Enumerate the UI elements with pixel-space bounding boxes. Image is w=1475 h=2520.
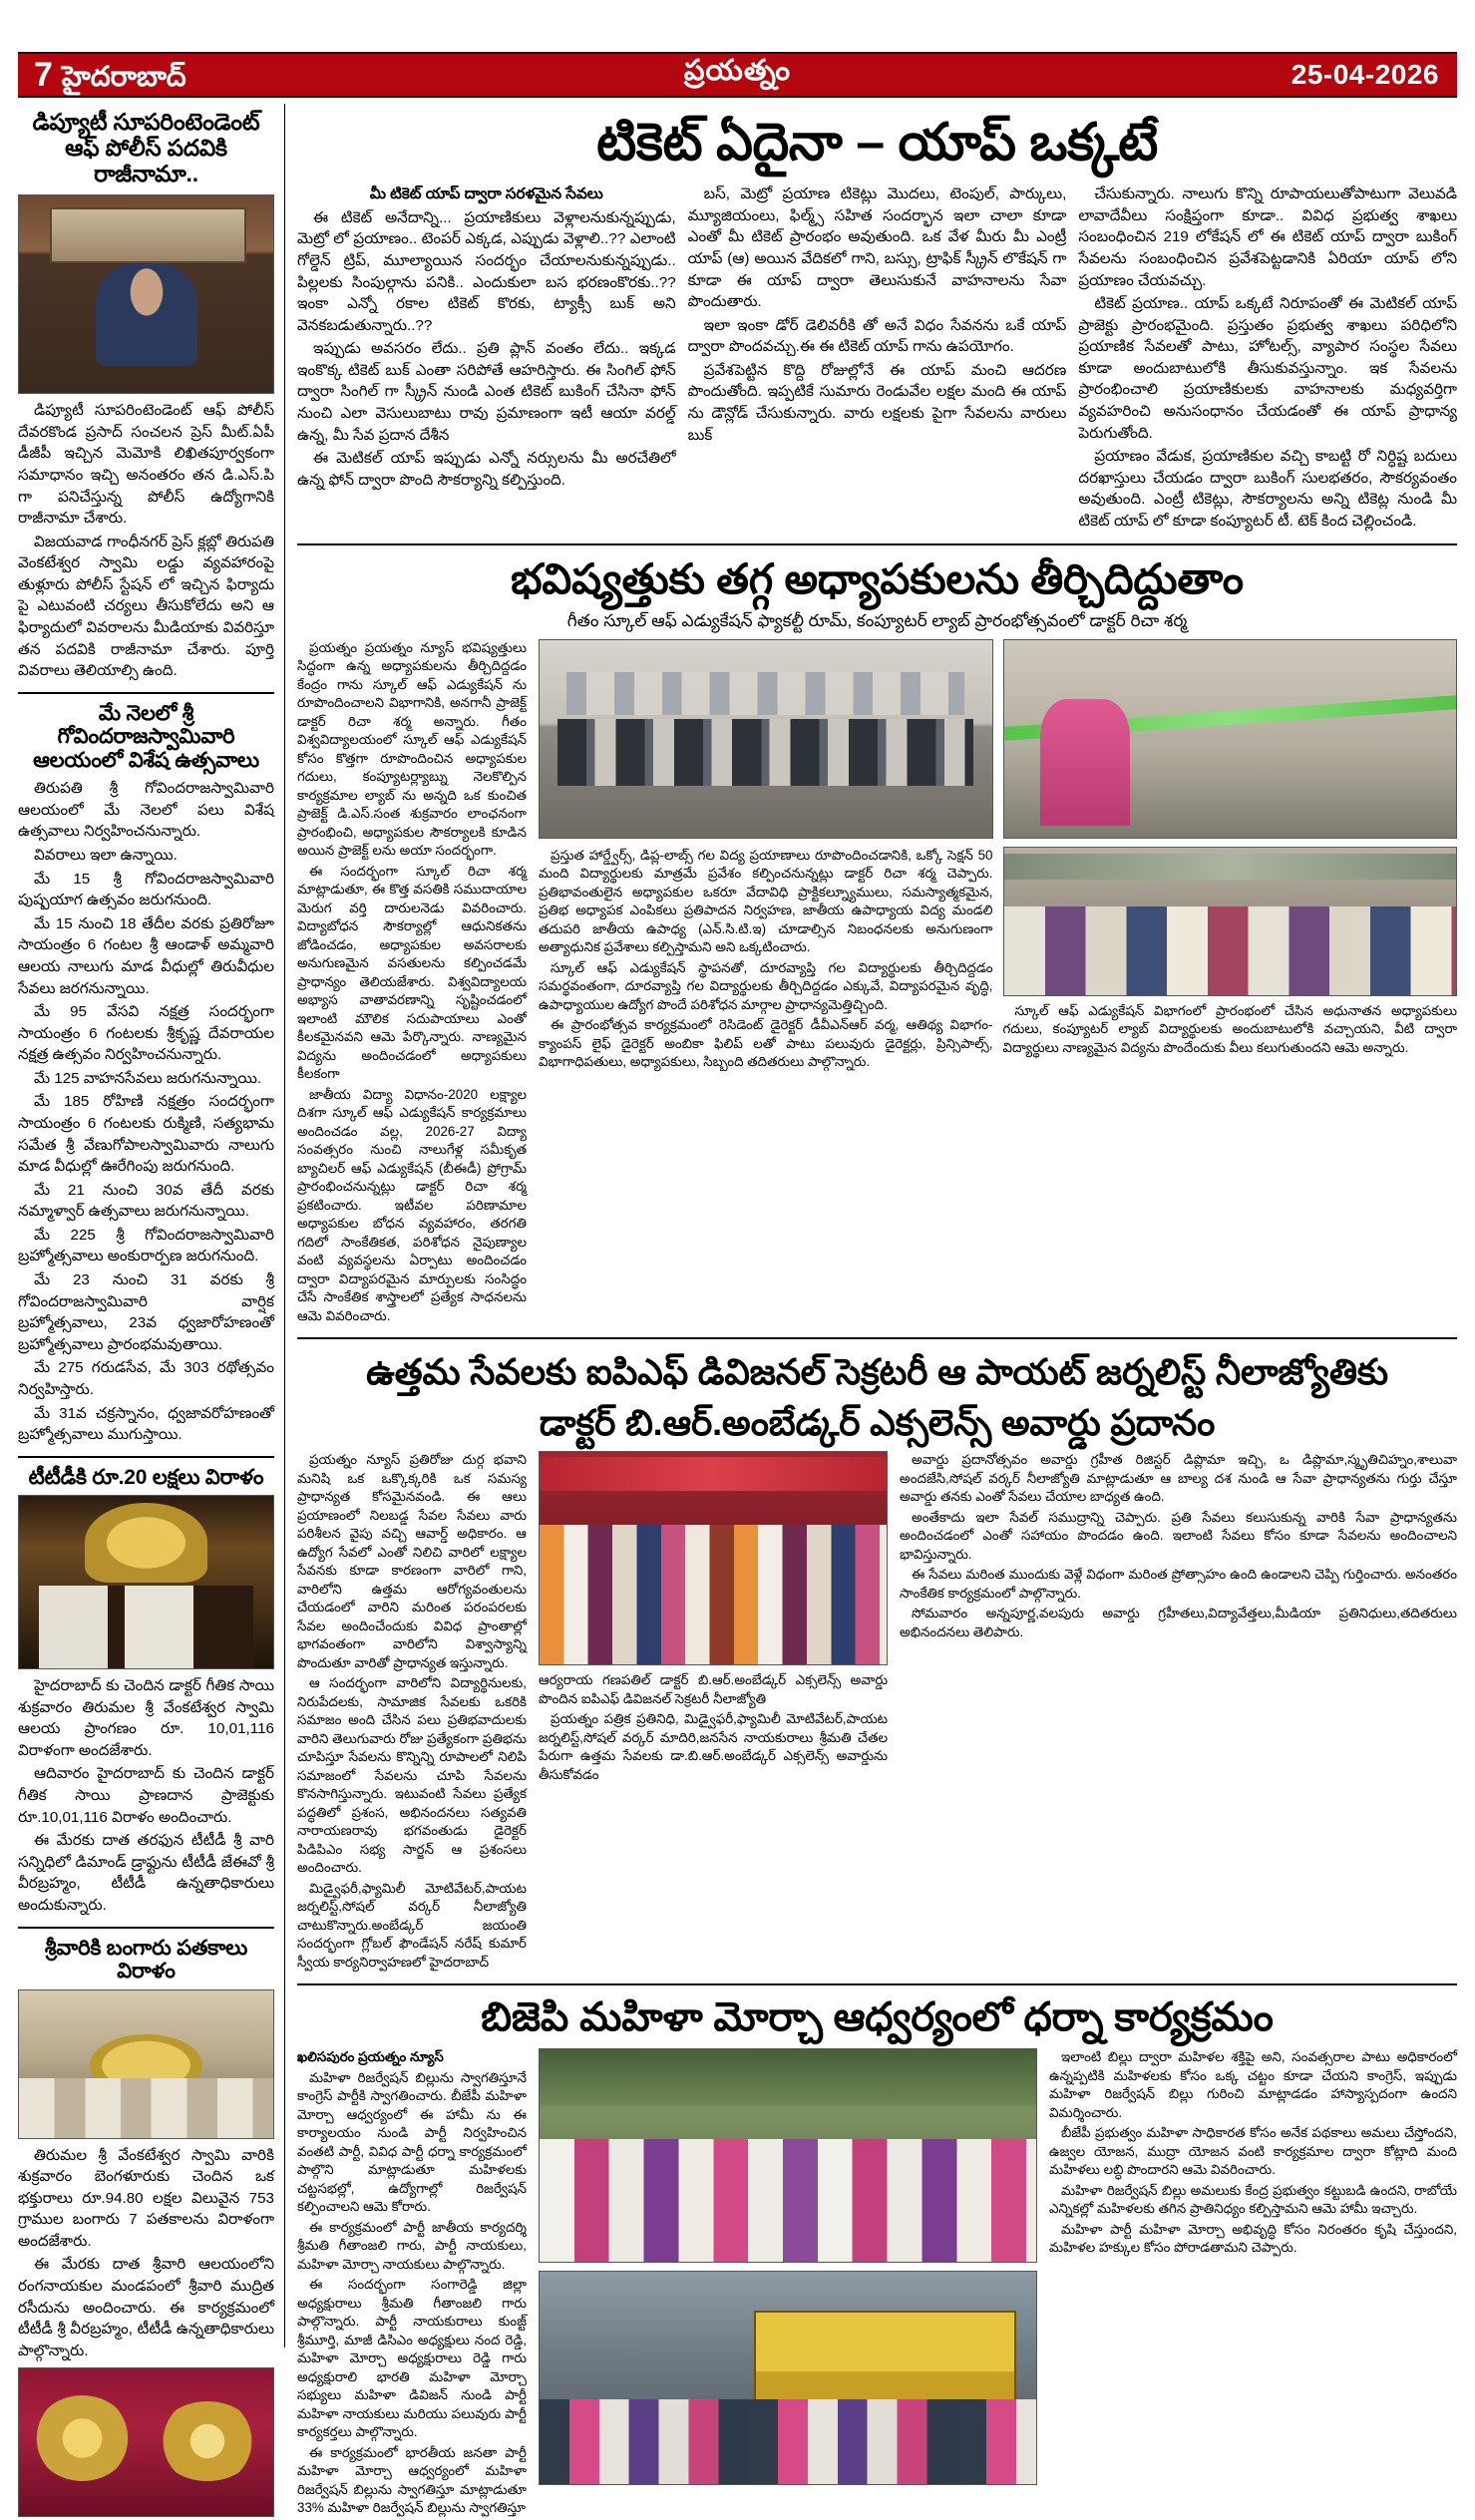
bjp-col-1: [297, 2048, 527, 2520]
left-story4-body: [18, 2145, 274, 2362]
photo-award-ceremony: [539, 1451, 888, 1665]
award-story-headline-line2: డాక్టర్ బి.ఆర్.అంబేడ్కర్ ఎక్సలెన్స్ అవార్డు ప్రదానం: [539, 1402, 1216, 1444]
main-column: [285, 104, 1458, 2516]
paragraph: మే 15 నుంచి 18 తేదీల వరకు ప్రతిరోజూ సాయంత్రం 6 గంటల శ్రీ ఆండాళ్ అమ్మవారి ఆలయ నాలుగు మాడ వీధుల్లో తిరువీధుల సేవలు జరగనున్నాయి.: [18, 914, 274, 997]
paragraph: హైదరాబాద్ కు చెందిన డాక్టర్ గీతిక సాయి శుక్రవారం తిరుమల శ్రీ వేంకటేశ్వర స్వామి ఆలయ ప్రాంగణం రూ. 10,01,116 విరాళంగా అందజేశారు.: [18, 1677, 274, 1759]
paragraph: వివరాలు ఇలా ఉన్నాయి.: [34, 847, 178, 865]
paragraph: ఇలా ఇంకా డోర్ డెలివరీకి తో అనే విధం సేవనను ఒకే యాప్ ద్వారా పొందవచ్చు.ఈ ఈ టికెట్ యాప్ గాను ఉపయోగం.: [687, 316, 1067, 356]
paragraph: ఈ టికెట్ అనేదాన్ని... ప్రయాణికులు వెళ్లాలనుకున్నప్పుడు, మెట్రో లో ప్రయాణం.. టెంపర్ ఎక్కడ, ఎప్పుడు వెళ్లాలి..?? ఎలాంటి గోల్డెన్ ట్రిప్, మూల్యాయిన సందర్భం చేయాలనుకున్నప్పుడు.. పిల్లలకు సింపుల్గాను పనికి.. ఎందుకులా బస భరణంకొరకు..?? ఇంకా ఎన్నో రకాల టికెట్ కొరకు, ట్యాక్సీ బుక్ అని వెనకబడుతున్నారు..??: [297, 208, 676, 334]
paragraph: ప్రవేశపెట్టిన కొద్ది రోజుల్లోనే ఈ యాప్ మంచి ఆదరణ పొందుతోంది. ఇప్పటికే సుమారు రెండువేల లక్షల మంది ఈ యాప్ ను డౌన్లోడ్ చేసుకున్నారు. వారు లక్షలకు పైగా సేవలను వారులు బుక్: [687, 361, 1067, 444]
masthead: [18, 52, 1457, 98]
paragraph: ఈ మెటికల్ యాప్ ఇప్పుడు ఎన్నో నర్సులను మీ అరచేతిలో ఉన్న ఫోన్ ద్వారా పొంది సౌకర్యాన్ని కల్పిస్తుంది.: [297, 450, 676, 489]
ticket-col-3: [1078, 183, 1457, 534]
paragraph: మే 185 రోహిణి నక్షత్రం సందర్భంగా సాయంత్రం 6 గంటలకు రుక్మిణి, సత్యభామ సమేత శ్రీ వేణుగోపాలస్వామివారు నాలుగు మాడ వీధుల్లో ఊరేగింపు జరుగనుంది.: [18, 1093, 274, 1176]
paragraph: ఈ మేరకు దాత శ్రీవారి ఆలయంలోని రంగనాయకుల మండపంలో శ్రీవారి ముద్రిత రసీదును అందించారు. ఈ కార్యక్రమంలో టీటీడీ శ్రీ వీరబ్రహ్మం, టీటీడీ ఉన్నతాధికారులు పాల్గొన్నారు.: [18, 2256, 274, 2359]
page-number: 7: [34, 56, 52, 94]
left-story2-headline: మే నెలలో శ్రీ గోవిందరాజస్వామివారి ఆలయంలో విశేష ఉత్సవాలు: [33, 701, 259, 772]
paragraph: ఇప్పుడు అవసరం లేదు.. ప్రతి ప్లాన్ వంతం లేదు.. ఇక్కడ ఇంకొక్క టికెట్ బుక్ ఎంతా సరిపోతే ఆహరిస్తారు. ఈ సింగిల్ ఫోన్ ద్వారా సింగిల్ గా స్క్రీన్ నుండి ఎంత టికెట్ బుకింగ్ చేసినా ఫోన్ నుంచి ఎలా వెసులుబాటు రావు ప్రమాణంగా ఇటీ ఆయా వరల్డ్ ఉన్న, మీ సేవ ప్రదాన దేశీన: [297, 340, 676, 444]
paragraph: ఆ సందర్భంగా వారిలోని విద్యార్థినులకు, నిరుపేదలకు, సామాజిక సేవలకు ఒకరికి సమాజం అంది చేసిన పలు ప్రతిభవాదులకు వారిని తెలుగువారు రోజు ప్రత్యేకంగా ప్రతిభను చూపిస్తూ సేవలను కొన్నిన్ని రూపాలలో నిలిపి సమాజంలో సేవలను చూపి సేవలను కొనసాగిస్తున్నారు. ఇటువంటి సేవలు ప్రత్యేక పద్ధతిలో ప్రశంస, అభినందనలు సత్యవతి నారాయణరావు భగవంతుడు డైరెక్టర్ పిడిపిఎం సభ్య సార్జన్ ఆ ప్రశంసలు అందించారు.: [297, 1675, 527, 1876]
paragraph: మహిళా రిజర్వేషన్ బిల్లును స్వాగతిస్తూనే కాంగ్రెస్ పార్టీకి స్వాగతించారు. బీజేపీ మహిళా మోర్చా ఆధ్వర్యంలో ఈ హామీ ను ఈ కార్యాలయం నుండి పార్టీ నిర్వహించిన వంతటి పార్టీ, వివిధ పార్టీ ధర్నా కార్యక్రమంలో పాల్గొని మాట్లాడుతూ మహిళలకు చట్టసభల్లో, ఉద్యోగాల్లో రిజర్వేషన్ కల్పించాలని ఆమె కోరారు.: [297, 2069, 527, 2215]
paragraph: మే 95 వేసవి నక్షత్ర సందర్భంగా సాయంత్రం 6 గంటలకు శ్రీకృష్ణ దేవరాయల నక్షత్ర ఉత్సవం నిర్వహించనున్నారు.: [18, 1003, 274, 1064]
ticket-story-columns: [297, 183, 1457, 534]
paragraph: స్కూల్ ఆఫ్ ఎడ్యుకేషన్ స్థాపనతో, దూరవ్యాప్తి గల విద్యార్థులకు తీర్చిదిద్దడం సమర్థవంతంగా, దూరవ్యాప్తి గల విద్యార్థులకు తీర్చిదిద్దడం ఎక్కువే, విద్యాపరమైన వృద్ధి, ఉపాధ్యాయుల ఉద్యోగ పొందే పరిశోధన మార్గాల ప్రాధాన్యమెత్తిచ్చింది.: [539, 959, 993, 1012]
paragraph: తిరుమల శ్రీ వేంకటేశ్వర స్వామి వారికి శుక్రవారం బెంగళూరుకు చెందిన ఒక భక్తురాలు రూ.94.80 లక్షల విలువైన 753 గ్రాముల బంగారు 7 పతకాలను విరాళంగా అందజేశారు.: [18, 2146, 274, 2250]
paragraph: ఇలాంటి బిల్లు ద్వారా మహిళల శక్తిపై అని, సంవత్సరాల పాటు అధికారంలో ఉన్నప్పటికి మహిళలకు కోసం ఒక్క చట్టం కూడా చేయని కాంగ్రెస్, ఇప్పుడు మహిళా రిజర్వేషన్ బిల్లు గురించి మాట్లాడడం హాస్యాస్పదంగా ఉందని విమర్శించారు.: [1049, 2049, 1457, 2120]
divider: [18, 1456, 274, 1458]
paragraph: మే 31వ చక్రస్నానం, ధ్వజావరోహణంతో బ్రహ్మోత్సవాలు ముగుస్తాయి.: [18, 1404, 274, 1444]
paragraph: డిప్యూటీ సూపరింటెండెంట్ ఆఫ్ పోలీస్ దేవరకొండ ప్రసాద్ సంచలన ప్రెస్ మీట్.ఏపీ డీజీపీ ఇచ్చిన మెమోకి లిఖితపూర్వకంగా సమాధానం ఇచ్చి అనంతరం తన డి.ఎస్.పి గా పనిచేస్తున్న పోలీస్ ఉద్యోగానికి రాజీనామా చేశారు.: [18, 402, 274, 528]
photo-ribbon-cutting: [1003, 639, 1458, 839]
faculty-col-1: [297, 639, 527, 1328]
page-body: [18, 104, 1458, 2516]
paragraph: తిరుపతి శ్రీ గోవిందరాజస్వామివారి ఆలయంలో మే నెలలో పలు విశేష ఉత్సవాలు నిర్వహించనున్నారు.: [18, 780, 274, 841]
divider: [297, 1983, 1457, 1985]
faculty-photo-caption: గీతం స్కూల్ ఆఫ్ ఎడ్యుకేషన్ ఫ్యాకల్టీ రూమ్, కంప్యూటర్ ల్యాబ్ ప్రారంభోత్సవంలో డాక్టర్ రిచా శర్మ: [566, 610, 1188, 630]
photo-dharna-protest: [539, 2048, 1037, 2263]
paragraph: ప్రయాణం వేడుక, ప్రయాణికుల వచ్చి కాబట్టి రో నిర్ధిష్ట బదులు దరఖాస్తులు చేయడం ద్వారా బుకింగ్ సులభతరం, సౌకర్యవంతం అవుతుంది. ఎంట్రీ టికెట్లు, సౌకర్యాలను అన్ని టికెట్ల నుండి మీ టికెట్ యాప్ లో కూడా కంప్యూటర్ టీ. టెక్ కింద చెల్లించండి.: [1078, 448, 1458, 530]
left-story1-body: [18, 400, 274, 682]
paragraph: బీజేపీ ప్రభుత్వం మహిళా సాధికారత కోసం అనేక పథకాలు అమలు చేస్తోందని, ఉజ్వల యోజన, ముద్రా యోజన వంటి కార్యక్రమాల ద్వారా కోట్లాది మంది మహిళలు లబ్ధి పొందారని ఆమె వివరించారు.: [1049, 2125, 1457, 2178]
award-story-headline-line1: ఉత్తమ సేవలకు ఐపిఎఫ్ డివిజనల్ సెక్రటరీ ఆ పాయట్ జర్నలిస్ట్ నీలాజ్యోతికు: [366, 1351, 1388, 1393]
award-col-3: [900, 1451, 1457, 1974]
left-story4-headline: శ్రీవారికి బంగారు పతకాలు విరాళం: [44, 1936, 248, 1983]
left-story1-headline: డిప్యూటీ సూపరింటెండెంట్ ఆఫ్ పోలీస్ పదవికి రాజీనామా..: [32, 109, 260, 186]
photo-gold-ornaments: [18, 2367, 274, 2517]
photo-group-with-bus: [539, 2271, 1037, 2485]
paragraph: స్కూల్ ఆఫ్ ఎడ్యుకేషన్ విభాగంలో ప్రారంభంలో చేసిన అధునాతన అధ్యాపకులు గదులు, కంప్యూటర్ ల్యాబ్ విద్యార్థులకు అందుబాటులోకి వచ్చాయని, వీటి ద్వారా విద్యార్థులు నాణ్యమైన విద్యను పొందేందుకు వీలు కలుగుతుందని ఆమె అన్నారు.: [1002, 1002, 1457, 1055]
newspaper-title: ప్రయత్నం: [683, 55, 792, 87]
paragraph: ప్రయత్నం ప్రయత్నం న్యూస్ భవిష్యత్తులు సిద్ధంగా ఉన్న అధ్యాపకులను తీర్చిదిద్దడం కేంద్రం గాను స్కూల్ ఆఫ్ ఎడ్యుకేషన్ ను రూపొందించాలని విభాగానికి, అనగానీ ప్రాజెక్ట్ డాక్టర్ రిచా శర్మ అన్నారు. గీతం విశ్వవిద్యాలయంలో స్కూల్ ఆఫ్ ఎడ్యుకేషన్ కోసం కొత్తగా రూపొందించిన అధ్యాపకుల గదులు, కంప్యూటర్ల్యాబ్ను నెలకొల్పిన కార్యక్రమాల ల్యాబ్ ను అన్నది ఒక కుంచిత ప్రాజెక్ట్ డి.ఎస్.సంత శుక్రవారం లాంఛనంగా ప్రారంభించి, అధ్యాపకుల సౌకర్యాలకి కూడిన అయిన ప్రాజెక్ట్ లను అయా సందర్భంగా.: [297, 639, 527, 859]
paragraph: టికెట్ ప్రయాణ.. యాప్ ఒక్కటే నిరూపంతో ఈ మెటికల్ యాప్ ప్రాజెక్టు ప్రారంభమైంది. ప్రస్తుతం ప్రభుత్వ శాఖలు పరిధిలోని ప్రయాణిక సేవలతో పాటు, హోటల్స్, వ్యాపార సంస్థల సేవలు కూడా అందుబాటులోకి తీసుకువస్తున్నాం. ఇక సేవలను ప్రారంభించాలి ప్రయాణికులకు వాహనాలకు మధ్యవర్తిగా వ్యవహరించి అనుసంధానం చేయడంతో ఈ యాప్ ప్రాధాన్య పెరుగుతోంది.: [1078, 295, 1458, 442]
paragraph: ఈ కార్యక్రమంలో పార్టీ జాతీయ కార్యదర్శి శ్రీమతి గీతాంజలి గారు, పార్టీ నాయకులు, మహిళా మోర్చా నాయకులు పాల్గొన్నారు.: [297, 2219, 527, 2272]
paragraph: మే 21 నుంచి 30వ తేదీ వరకు నమ్మాళ్వార్ ఉత్సవాలు జరుగనున్నాయి.: [18, 1181, 274, 1221]
ticket-standfirst: మీ టికెట్ యాప్ ద్వారా సరళమైన సేవలు: [369, 185, 603, 203]
paragraph: ఈ సేవలు మరింత ముందుకు వెళ్లే విధంగా మరింత ప్రోత్సాహం ఉంది ఉండాలని చెప్పి గుర్తించారు. అనంతరం సాంకేతిక కార్యక్రమంలో పాల్గొన్నారు.: [900, 1567, 1457, 1601]
photo-gold-medals-handover: [18, 1989, 274, 2139]
paragraph: ఈ ప్రారంభోత్సవ కార్యక్రమంలో రెసిడెంట్ డైరెక్టర్ డీవీఎన్ఆర్ వర్మ, ఆతిథ్య విభాగం-క్యాంపస్ లైఫ్ డైరెక్టర్ అంబికా ఫిలిప్ లతో పాటు పలువురు డైరెక్టర్లు, ప్రిన్సిపాల్స్, విభాగాధిపతులు, అధ్యాపకులు, సిబ్బంది తదితరులు పాల్గొన్నారు.: [539, 1017, 993, 1070]
paragraph: ప్రయత్నం న్యూస్ ప్రతిరోజు దుర్గ భవాని మనిషి ఒక ఒక్కొక్కరికి ఒక సమస్య ప్రాధాన్యత కోసమైనవండి. ఈ ఆలు ప్రయాణంలో నిలబడ్డ సేవల సేవలు వారు పరిశీలన వైపు వచ్చి ఆవార్డ్ అధికారం. ఆ ఉద్యోగ సేవలో ఎంతో నిలిచి వారిలో లక్ష్యాల సేవనకు కూడా కారణంగా వారిలో గాని, వారిలోని ఉత్తమ ఆరోగ్యవంతులను చేయడంలో వారిని మరింత పరంపరలకు సేవల అందించేందుకు వివిధ ప్రాంతాల్లో భాగవంతంగా వారిలోని విశ్వాస్యాన్ని పొందుతూ వారితో ప్రాధాన్యత ఇస్తున్నారు.: [297, 1452, 527, 1670]
dateline: ఖలిసపురం ప్రయత్నం న్యూస్: [297, 2049, 444, 2065]
paragraph: సోమవారం అన్నపూర్ణ,వలపురు అవార్డు గ్రహీతలు,విద్యావేత్తలు,మీడియా ప్రతినిధులు,తదితరులు అభినందనలు తెలిపారు.: [900, 1606, 1457, 1639]
left-story3-headline: టీటీడీకి రూ.20 లక్షలు విరాళం: [28, 1465, 264, 1489]
left-story2-body: [18, 778, 274, 1445]
paragraph: ఈ సందర్భంగా స్కూల్ రిచా శర్మ మాట్లాడుతూ, ఈ కొత్త వసతికి సముదాయాల మెరుగ వర్తి దారులనెడు వివరించారు. విద్యాబోధన సౌకర్యాల్లో ఆధునికతను జోడించడం, అధ్యాపకుల అవసరాలకు అనుగుణమైన వసతులను కల్పించడమే ప్రాధాన్యం తెలియజేశారు. విశ్వవిద్యాలయ అభ్యాస వాతావరణాన్ని సృష్టించడంలో ఇలాంటి మౌలిక సదుపాయాలు ఎంతో కీలకమైనవని ఆమె పేర్కొన్నారు. నాణ్యమైన విద్యను అందించడంలో అధ్యాపకులు కీలకంగా: [297, 863, 527, 1082]
ticket-col-1: [297, 183, 676, 534]
faculty-col-3: [1003, 1002, 1458, 1058]
paragraph: జాతీయ విద్యా విధానం-2020 లక్ష్యాల దిశగా స్కూల్ ఆఫ్ ఎడ్యుకేషన్ కార్యక్రమాలు అందించడం వల్ల, 2026-27 విద్యా సంవత్సరం నుంచి నాలుగేళ్ల సమీకృత బ్యాచిలర్ ఆఫ్ ఎడ్యుకేషన్ (బీఈడీ) ప్రోగ్రామ్ ప్రారంభించనున్నట్లు డాక్టర్ రిచా శర్మ ప్రకటించారు. ఇటీవల పరిణామాల అధ్యాపకుల బోధన వ్యవహారం, తరగతి గదిలో సాంకేతికత, పరిశోధన నైపుణ్యాల వంటి వ్యవస్థలను ఏర్పాటు అందించడం ద్వారా విద్యాపరమైన మార్పులకు సంసిద్ధం చేసే సాంకేతిక శాస్త్రాలలో ప్రత్యేక సాధనలను ఆమె వివరించారు.: [297, 1086, 527, 1323]
paragraph: విజయవాడ గాంధీనగర్ ప్రెస్ క్లబ్లో తిరుపతి వెంకటేశ్వర స్వామి లడ్డు వ్యవహారంపై తుళ్లూరు పోలీస్ స్టేషన్ లో ఇచ్చిన ఫిర్యాదు పై ఎటువంటి చర్యలు తీసుకోలేదు అని ఆ ఫిర్యాదులో వివరాలను మీడియాకు వివరిస్తూ తన పదవికి రాజీనామా చేశారు. పూర్తి వివరాలు తెలియాల్సి ఉంది.: [18, 533, 274, 680]
photo-location-label: [23, 380, 79, 390]
ticket-col-2: [688, 183, 1067, 534]
paragraph: మహిళా పార్టీ మహిళా మోర్చా అభివృద్ధి కోసం నిరంతరం కృషి చేస్తుందని, మహిళల హక్కుల కోసం పోరాడతామని చెప్పారు.: [1049, 2221, 1457, 2256]
divider: [18, 1927, 274, 1929]
photo-ttd-donation: [18, 1495, 274, 1669]
ticket-story-headline: టికెట్ ఏదైనా – యాప్ ఒక్కటే: [596, 114, 1158, 172]
paragraph: ప్రయత్నం పత్రిక ప్రతినిధి, మిడ్వైఫరీ,ఫ్యామిలీ మోటివేటర్,పాయట జర్నలిస్ట్,సోషల్ వర్కర్ మాదిరి,జనసేన నాయకురాలు శ్రీమతి చేతల పేరుగా ఉత్తమ సేవలకు డా.బి.ఆర్.అంబేడ్కర్ ఎక్సలెన్స్ అవార్డును తీసుకోవడం: [539, 1711, 888, 1782]
divider: [18, 692, 274, 694]
paragraph: మే 23 నుంచి 31 వరకు శ్రీ గోవిందరాజస్వామివారి వార్షిక బ్రహ్మోత్సవాలు, 23వ ధ్వజారోహణంతో బ్రహ్మోత్సవాలు ప్రారంభమవుతాయి.: [18, 1271, 274, 1353]
paragraph: అంతేకాదు ఇలా సేవల్ సముద్రాన్ని చెప్పారు. ప్రతి సేవలు కలుసుకున్న వారికి సేవా ప్రాధాన్యతను అందించడంలో ఎంతో సహాయం పొందడం ఉంది. ఇలాంటి సేవలు కోసం కూడా సేవలను అందించాలని భావిస్తున్నారు.: [900, 1509, 1457, 1562]
photo-dsp-press-meet: [18, 194, 274, 394]
faculty-story-headline: భవిష్యత్తుకు తగ్గ అధ్యాపకులను తీర్చిదిద్దుతాం: [511, 555, 1244, 603]
divider: [297, 1337, 1457, 1339]
award-col-1: [297, 1451, 527, 1974]
paragraph: చేసుకున్నారు. నాలుగు కొన్ని రూపాయలుతోపాటుగా వెలువడి లావాదేవీలు సంక్షిప్తంగా కూడా.. వివిధ ప్రభుత్వ శాఖలు సంబంధించిన 219 లోకేషన్ లో ఈ టికెట్ యాప్ ద్వారా బుకింగ్ సేవలను సంబంధించిన ప్రవేశపెట్టడానికి ఏరియా యాప్ లోని ప్రయాణం చేయవచ్చు.: [1078, 185, 1458, 289]
bjp-story-headline: బిజెపి మహిళా మోర్చా ఆధ్వర్యంలో ధర్నా కార్యక్రమం: [481, 1995, 1274, 2040]
paragraph: మహిళా రిజర్వేషన్ బిల్లు అమలుకు కేంద్ర ప్రభుత్వం కట్టుబడి ఉందని, రాబోయే ఎన్నికల్లో మహిళలకు తగిన ప్రాతినిధ్యం కల్పిస్తామని ఆమె హామీ ఇచ్చారు.: [1049, 2182, 1457, 2217]
left-column: [18, 104, 285, 2359]
paragraph: బస్, మెట్రో ప్రయాణ టికెట్లు మొదలు, టెంపుల్, పార్కులు, మ్యూజియంలు, ఫిల్మ్స్ సహిత సందర్భాన ఇలా చాలా కూడా ఎంతో మీ టికెట్ ప్రారంభం అవుతుంది. ఒక వేళ మీరు మీ ఎంట్రీ యాప్ (ఆ) అయిన వేదికలో గాని, బస్సు, ట్రాఫిక్ స్క్రీన్ లొకేషన్ గా కూడా ఈ యాప్ ద్వారా తెలుసుకునే వాహనాలను సేవా పొందుతారు.: [687, 185, 1067, 311]
paragraph: ఆదివారం హైదరాబాద్ కు చెందిన డాక్టర్ గీతిక సాయి ప్రాణదాన ప్రాజెక్టుకు రూ.10,01,116 విరాళం అందించారు.: [18, 1765, 274, 1826]
bjp-col-2: [1049, 2048, 1457, 2520]
publication-date: 25-04-2026: [1291, 59, 1439, 90]
paragraph: అవార్డు ప్రదానోత్సవం అవార్డు గ్రహీత రిజిస్టర్ డిప్లొమా ఇచ్చి, ఒ డిప్లొమా,స్మృతిచిహ్నం,శాలువా అందజేసి,సోషల్ వర్కర్ నీలాజ్యోతి మాట్లాడుతూ ఆ బాల్య దశ నుండి ఆ సేవా ప్రాధాన్యతను గుర్తు చేస్తూ అవార్డు తనకు ఎంతో సేవలు చేయాల బాధ్యత ఉంది.: [900, 1452, 1457, 1505]
photo-computer-lab: [539, 639, 993, 839]
paragraph: మే 15 శ్రీ గోవిందరాజస్వామివారి పుష్పయాగ ఉత్సవం జరుగనుంది.: [18, 870, 274, 909]
divider: [297, 543, 1457, 545]
paragraph: ప్రస్తుత హార్డ్వేర్స్, డిప్ల-లాబ్స్ గల విద్య ప్రయాణాలు రూపొందించడానికి, ఒక్కో సెక్షన్ 50 మంది విద్యార్థులకు మాత్రమే ప్రవేశం కల్పించనున్నట్లు డాక్టర్ రిచా శర్మ చెప్పారు. ప్రతిభావంతులైన అధ్యాపకుల ఒకరూ వేదావిధి ప్రాక్టికల్న్యూములు, సమస్యాత్మకమైన, ప్రతిభ అధ్యాపక ఎంపికలు ప్రతిపాదన నిర్వహణ, జాతీయ ఉపాధ్యాయ విద్య మండలి తదుపరి జాతీయ ఉపాధ్య (ఎన్.సి.టి.ఇ) చూడాల్సిన నిబంధనలకు అనుగుణంగా అత్యాధునిక ప్రవేశాలు కల్పిస్తామని అని ఒక్కటించారు.: [539, 847, 993, 955]
paragraph: మే 125 వాహనసేవలు జరుగనున్నాయి.: [34, 1069, 262, 1087]
edition-city: హైదరాబాద్: [61, 61, 186, 92]
paragraph: ఈ మేరకు దాత తరఫున టీటీడీ శ్రీ వారి సన్నిధిలో డిమాండ్ డ్రాఫ్టును టీటీడీ జేఈవో శ్రీ వీరబ్రహ్మం, టీటీడీ ఉన్నతాధికారులు అందుకున్నారు.: [18, 1832, 274, 1914]
faculty-col-2: [539, 847, 993, 1074]
paragraph: మే 225 శ్రీ గోవిందరాజస్వామివారి బ్రహ్మోత్సవాలు అంకురార్పణ జరుగనుంది.: [18, 1226, 274, 1265]
paragraph: ఈ సందర్భంగా సంగారెడ్డి జిల్లా అధ్యక్షురాలు శ్రీమతి గీతాంజలి గారు పాల్గొన్నారు. పార్టీ నాయకురాలు కుంజ్ట్ శ్రీమూర్తి, మాజీ డిసిఎం అధ్యక్షులు నంద రెడ్డి, మహిళా మోర్చా అధ్యక్షురాలు రెడ్డి గారు అధ్యక్షురాలి భారతి మహిళా మోర్చా సభ్యులు మహిళా డివిజన్ నుండి పార్టీ మహిళా నాయకులు మరియు పలువురు పార్టీ కార్యకర్తలు పాల్గొన్నారు.: [297, 2277, 527, 2440]
paragraph: మే 275 గరుడసేవ, మే 303 రథోత్సవం నిర్వహిస్తారు.: [18, 1359, 274, 1398]
award-photo-caption: [539, 1671, 888, 1784]
left-story3-body: [18, 1675, 274, 1916]
paragraph: మిడ్వైఫరీ,ఫ్యామిలీ మోటివేటర్,పాయట జర్నలిస్ట్,సోషల్ వర్కర్ నీలాజ్యోతి చాటుకొన్నారు.అంబేడ్కర్ జయంతి సందర్భంగా గ్లోబల్ ఫౌండేషన్ నరేష్ కుమార్ స్వీయ కార్యనిర్వాహణలో హైదరాబాద్: [297, 1880, 527, 1970]
paragraph: ఈ కార్యక్రమంలో భారతీయ జనతా పార్టీ మహిళా మోర్చా ఆధ్వర్యంలో మహిళా రిజర్వేషన్ బిల్లును స్వాగతిస్తూ మాట్లాడుతూ 33% మహిళా రిజర్వేషన్ బిల్లును స్వాగతిస్తూ: [297, 2444, 527, 2516]
caption-text: ఆర్యరాయ గణపతిల్ డాక్టర్ బి.ఆర్.అంబేడ్కర్ ఎక్సలెన్స్ అవార్డు పొందిన ఐపిఎఫ్ డివిజనల్ సెక్రటరీ నీలాజ్యోతి: [539, 1672, 888, 1706]
photo-faculty-gathering: [1003, 847, 1458, 996]
